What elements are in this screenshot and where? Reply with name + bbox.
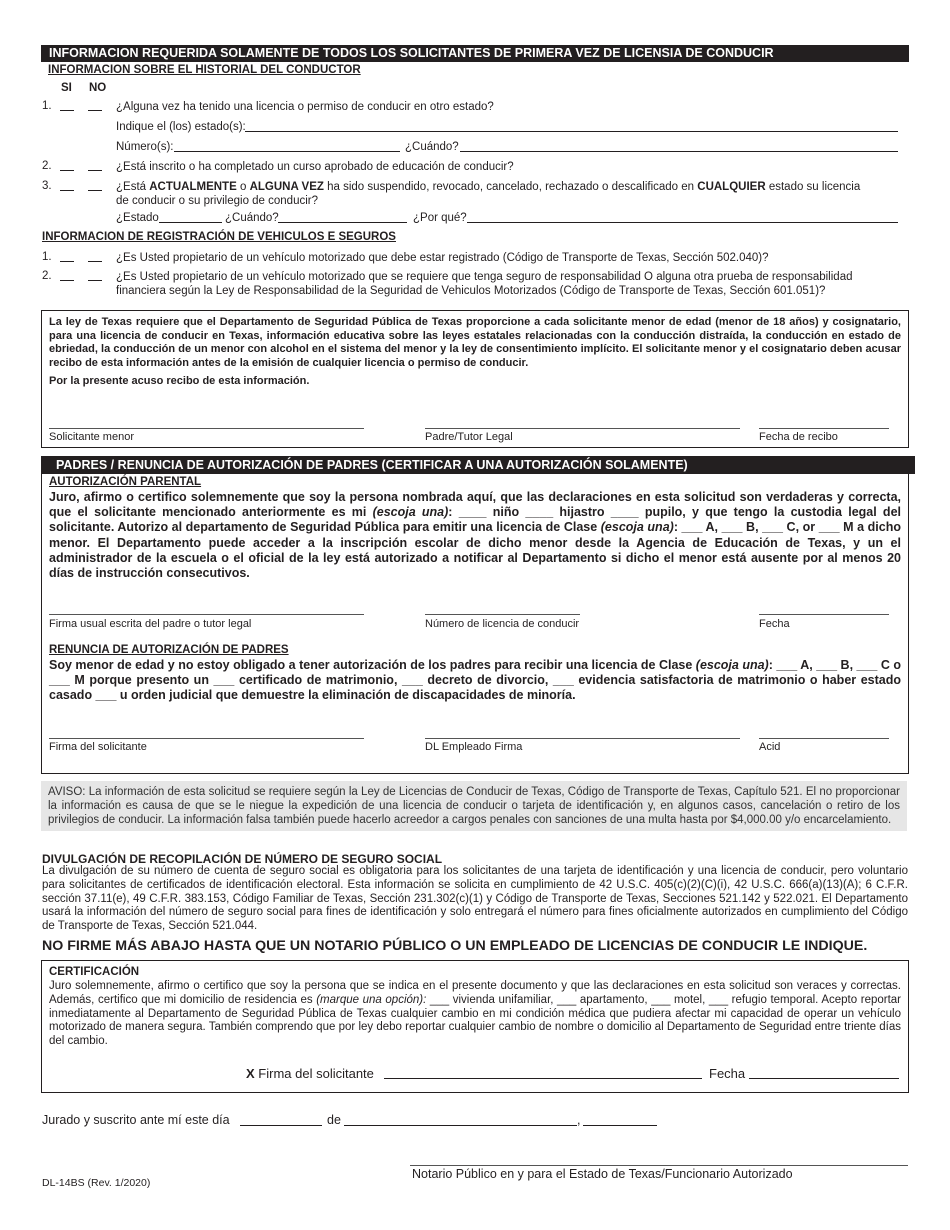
applicant-signature-label: Firma del solicitante [49, 741, 147, 753]
question-number: 1. [42, 100, 52, 112]
history-question-1: ¿Alguna vez ha tenido una licencia o permiso de conducir en otro estado? [116, 101, 494, 113]
no-checkbox[interactable] [88, 101, 102, 111]
when-input[interactable] [460, 151, 898, 152]
si-checkbox[interactable] [60, 252, 74, 262]
section-subtitle: INFORMACION SOBRE EL HISTORIAL DEL CONDUCTOR [48, 64, 361, 76]
day-input[interactable] [240, 1125, 322, 1126]
si-checkbox[interactable] [60, 161, 74, 171]
certification-signature-line[interactable] [384, 1078, 702, 1079]
ssn-text: La divulgación de su número de cuenta de seguro social es obligatoria para los solicitantes de una tarjeta de identificación y una licencia de conducir, pero voluntario para solicitantes de certificados de identificación electoral. Esta información se solicita en cumplimiento de 42 U.S.C. 405(c)(2)(C)(i), 42 U.S.C. 666(a)(13)(A); 6 C.F.R. sección 37.11(e), 49 C.F.R. 383.153, Código Familiar de Texas, Sección 231.302(c)(1) y Código de Transporte de Texas, Secciones 521.142 y 522.021. El Departamento usará la información del número de seguro social para fines de identificación y solo entregará el número para fines oficialmente autorizados en cumplimiento del Código de Transporte de Texas, Sección 521.044. [42, 865, 908, 933]
applicant-sign-row: X Firma del solicitante [246, 1066, 374, 1081]
acid-line[interactable] [759, 738, 889, 739]
question-number: 1. [42, 251, 52, 263]
minor-signature-line[interactable] [49, 428, 364, 429]
month-input[interactable] [344, 1125, 577, 1126]
ssn-title: DIVULGACIÓN DE RECOPILACIÓN DE NÚMERO DE SEGURO SOCIAL [42, 852, 443, 866]
guardian-signature-label: Padre/Tutor Legal [425, 431, 513, 443]
date-line[interactable] [759, 614, 889, 615]
certification-title: CERTIFICACIÓN [49, 966, 140, 978]
certification-date-label: Fecha [709, 1066, 746, 1081]
numbers-label: Número(s): [116, 141, 174, 153]
employee-signature-label: DL Empleado Firma [425, 741, 523, 753]
applicant-signature-line[interactable] [49, 738, 364, 739]
acid-label: Acid [759, 741, 781, 753]
no-checkbox[interactable] [88, 271, 102, 281]
license-number-label: Número de licencia de conducir [425, 618, 580, 630]
si-checkbox[interactable] [60, 271, 74, 281]
when2-label: ¿Cuándo? [225, 212, 279, 224]
year-input[interactable] [583, 1125, 657, 1126]
si-checkbox[interactable] [60, 101, 74, 111]
history-question-3: ¿Está ACTUALMENTE o ALGUNA VEZ ha sido suspendido, revocado, cancelado, rechazado o descalificado en CUALQUIER estado su licencia de conducir o su privilegio de conducir? [116, 181, 861, 207]
employee-signature-line[interactable] [425, 738, 740, 739]
certification-date-line[interactable] [749, 1078, 899, 1079]
no-checkbox[interactable] [88, 252, 102, 262]
why-label: ¿Por qué? [413, 212, 467, 224]
no-checkbox[interactable] [88, 161, 102, 171]
date-label: Fecha [759, 618, 790, 630]
certification-text: Juro solemnemente, afirmo o certifico que soy la persona que se indica en el presente documento y que las declaraciones en esta solicitud son veraces y correctas. Además, certifico que mi domicilio de residencia es (marque una opción): ___ vivienda unifamiliar, ___ apartamento, ___ motel, ___ refugio temporal. Acepto reportar inmediatamente al Departamento de Seguridad Pública de Texas cualquier cambio en mi condición médica que pudiera afectar mi capacidad de operar un vehículo motorizado de manera segura. También comprendo que por ley debo reportar cualquier cambio de nombre o domicilio al Departamento de Seguridad entre triente días del cambio. [49, 980, 902, 1048]
parental-auth-title: AUTORIZACIÓN PARENTAL [49, 476, 202, 488]
question-number: 3. [42, 180, 52, 192]
numbers-input[interactable] [174, 151, 400, 152]
question-number: 2. [42, 160, 52, 172]
notice-box: AVISO: La información de esta solicitud se requiere según la Ley de Licencias de Conducir de Texas, Código de Transporte de Texas, Capítulo 521. El no proporcionar la información es causa de que se le niegue la expedición de una licencia de conducir o tarjeta de identificación y, en algunos casos, cancelación o retiro de los privilegios de conducir. La información falsa también puede hacerlo acreedor a cargos penales con sanciones de una multa hasta por $4,000.00 y/o encarcelamiento. [41, 781, 907, 831]
states-input[interactable] [245, 131, 898, 132]
minor-ack-text: Por la presente acuso recibo de esta información. [49, 375, 310, 387]
column-no: NO [89, 82, 107, 94]
section-header-bar: INFORMACION REQUERIDA SOLAMENTE DE TODOS LOS SOLICITANTES DE PRIMERA VEZ DE LICENSIA DE CONDUCIR [41, 45, 909, 62]
parent-signature-line[interactable] [49, 614, 364, 615]
when-label: ¿Cuándo? [405, 141, 459, 153]
history-question-2: ¿Está inscrito o ha completado un curso aprobado de educación de conducir? [116, 161, 514, 173]
state-label: ¿Estado [116, 212, 159, 224]
notary-signature-line[interactable] [410, 1165, 908, 1166]
si-checkbox[interactable] [60, 181, 74, 191]
why-input[interactable] [467, 222, 898, 223]
comma-text: , [577, 1113, 581, 1127]
parent-signature-label: Firma usual escrita del padre o tutor legal [49, 618, 252, 630]
no-checkbox[interactable] [88, 181, 102, 191]
states-label: Indique el (los) estado(s): [116, 121, 246, 133]
vehicle-section-title: INFORMACION DE REGISTRACIÓN DE VEHICULOS E SEGUROS [42, 231, 396, 243]
of-text: de [327, 1113, 341, 1127]
minor-info-text: La ley de Texas requiere que el Departamento de Seguridad Pública de Texas proporcione a cada solicitante menor de edad (menor de 18 años) y cosignatario, para una licencia de conducir en Texas, información educativa sobre las leyes estatales relacionadas con la conducción distraída, la conducción en estado de ebriedad, la conducción de un menor con alcohol en el sistema del menor y la ley de consentimiento implícito. El solicitante menor y el cosignatario deben acusar recibo de esta información antes de la emisión de cualquier licencia o permiso de conducir. [49, 316, 901, 369]
notary-label: Notario Público en y para el Estado de Texas/Funcionario Autorizado [412, 1167, 793, 1181]
guardian-signature-line[interactable] [425, 428, 740, 429]
waiver-title: RENUNCIA DE AUTORIZACIÓN DE PADRES [49, 644, 289, 656]
question-number: 2. [42, 270, 52, 282]
when2-input[interactable] [278, 222, 407, 223]
parental-auth-text: Juro, afirmo o certifico solemnemente que soy la persona nombrada aquí, que las declaraciones en esta solicitud son verdaderas y correcta, que el solicitante mencionado anteriormente es mi (escoja una): ____ niño ____ hijastro ____ pupilo, y que tengo la custodia legal del solicitante. Autorizo al departamento de Seguridad Pública para emitir una licencia de Clase (escoja una): ___ A, ___ B, ___ C, or ___ M a dicho menor. El Departamento puede acceder a la inscripción escolar de dicho menor desde la Agencia de Educación de Texas, y un el administrador de la escuela o el oficial de la ley está autorizado a notificar al Departamento si dicho el menor está ausente por al menos 20 días de instrucción consecutivos. [49, 490, 901, 581]
license-number-line[interactable] [425, 614, 580, 615]
vehicle-question-1: ¿Es Usted propietario de un vehículo motorizado que debe estar registrado (Código de Transporte de Texas, Sección 502.040)? [116, 252, 769, 264]
minor-signature-label: Solicitante menor [49, 431, 134, 443]
parents-header-bar: PADRES / RENUNCIA DE AUTORIZACIÓN DE PADRES (CERTIFICAR A UNA AUTORIZACIÓN SOLAMENTE) [41, 456, 915, 474]
receipt-date-label: Fecha de recibo [759, 431, 838, 443]
form-id: DL-14BS (Rev. 1/2020) [42, 1177, 151, 1189]
do-not-sign-warning: NO FIRME MÁS ABAJO HASTA QUE UN NOTARIO PÚBLICO O UN EMPLEADO DE LICENCIAS DE CONDUCIR LE INDIQUE. [42, 938, 868, 954]
vehicle-question-2: ¿Es Usted propietario de un vehículo motorizado que se requiere que tenga seguro de responsabilidad O alguna otra prueba de responsabilidad financiera según la Ley de Responsabilidad de la Seguridad de Vehiculos Motorizados (Código de Transporte de Texas, Sección 601.051)? [116, 271, 853, 297]
sworn-text: Jurado y suscrito ante mí este día [42, 1113, 230, 1127]
waiver-text: Soy menor de edad y no estoy obligado a tener autorización de los padres para recibir una licencia de Clase (escoja una): ___ A, ___ B, ___ C o ___ M porque presento un ___ certificado de matrimonio, ___ decreto de divorcio, ___ evidencia satisfactoria de matrimonio o haber estado casado ___ u orden judicial que demuestre la eliminación de discapacidades de minoría. [49, 658, 901, 703]
column-si: SI [61, 82, 72, 94]
receipt-date-line[interactable] [759, 428, 889, 429]
state-input[interactable] [159, 222, 222, 223]
